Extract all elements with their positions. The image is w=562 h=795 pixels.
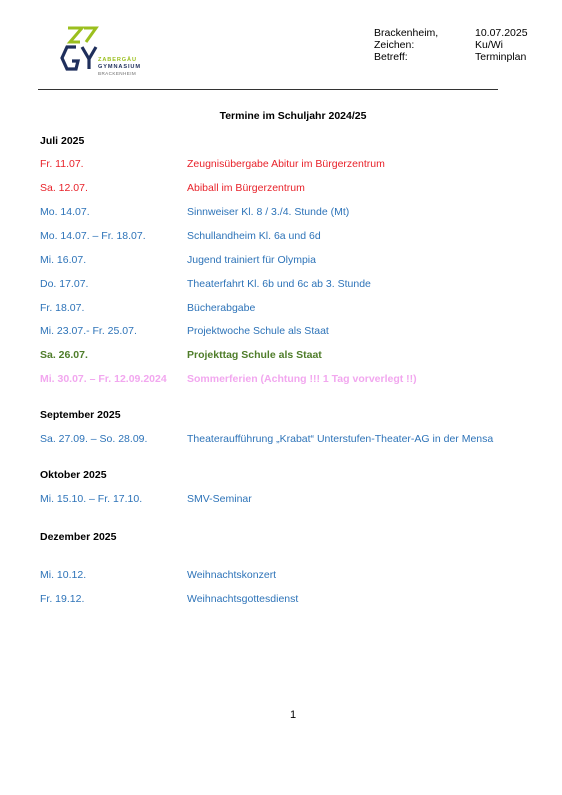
- event-description: Projektwoche Schule als Staat: [187, 325, 329, 337]
- event-description: Abiball im Bürgerzentrum: [187, 182, 305, 194]
- event-date: Fr. 19.12.: [40, 593, 85, 605]
- logo-mark-icon: [60, 25, 100, 75]
- place-label: Brackenheim,: [374, 27, 439, 39]
- event-description: Jugend trainiert für Olympia: [187, 254, 316, 266]
- school-logo: [60, 25, 150, 77]
- event-date: Do. 17.07.: [40, 278, 89, 290]
- document-title: Termine im Schuljahr 2024/25: [219, 110, 367, 122]
- logo-line-3: BRACKENHEIM: [98, 70, 137, 76]
- event-date: Mi. 15.10. – Fr. 17.10.: [40, 493, 143, 505]
- event-description: Theaterfahrt Kl. 6b und 6c ab 3. Stunde: [187, 278, 371, 290]
- place-value: 10.07.2025: [475, 27, 528, 39]
- header-divider: [38, 89, 498, 90]
- event-date: Mi. 10.12.: [40, 569, 87, 581]
- event-description: Sinnweiser Kl. 8 / 3./4. Stunde (Mt): [187, 206, 350, 218]
- event-date: Fr. 11.07.: [40, 158, 84, 170]
- event-description: Weihnachtskonzert: [187, 569, 277, 581]
- logo-line-2: GYMNASIUM: [98, 64, 141, 70]
- event-date: Sa. 26.07.: [40, 349, 88, 361]
- event-description: SMV-Seminar: [187, 493, 252, 505]
- event-date: Fr. 18.07.: [40, 302, 85, 314]
- event-date: Sa. 12.07.: [40, 182, 88, 194]
- event-description: Projekttag Schule als Staat: [187, 349, 322, 361]
- subject-value: Terminplan: [475, 51, 527, 63]
- event-date: Mo. 14.07. – Fr. 18.07.: [40, 230, 146, 242]
- subject-label: Betreff:: [374, 51, 408, 63]
- event-description: Sommerferien (Achtung !!! 1 Tag vorverlegt !!): [187, 373, 417, 385]
- logo-line-1: ZABERGÄU: [98, 57, 137, 63]
- page-number: 1: [289, 709, 297, 721]
- event-date: Mi. 23.07.- Fr. 25.07.: [40, 325, 137, 337]
- event-date: Mi. 30.07. – Fr. 12.09.2024: [40, 373, 167, 385]
- month-heading-september: September 2025: [40, 409, 121, 421]
- month-heading-october: Oktober 2025: [40, 469, 107, 481]
- event-description: Schullandheim Kl. 6a und 6d: [187, 230, 321, 242]
- sign-label: Zeichen:: [374, 39, 415, 51]
- event-description: Weihnachtsgottesdienst: [187, 593, 299, 605]
- month-heading-july: Juli 2025: [40, 135, 85, 147]
- event-description: Bücherabgabe: [187, 302, 256, 314]
- event-date: Mi. 16.07.: [40, 254, 87, 266]
- event-description: Zeugnisübergabe Abitur im Bürgerzentrum: [187, 158, 385, 170]
- event-date: Mo. 14.07.: [40, 206, 90, 218]
- event-date: Sa. 27.09. – So. 28.09.: [40, 433, 148, 445]
- sign-value: Ku/Wi: [475, 39, 504, 51]
- month-heading-december: Dezember 2025: [40, 531, 117, 543]
- event-description: Theateraufführung „Krabat“ Unterstufen-Theater-AG in der Mensa: [187, 433, 494, 445]
